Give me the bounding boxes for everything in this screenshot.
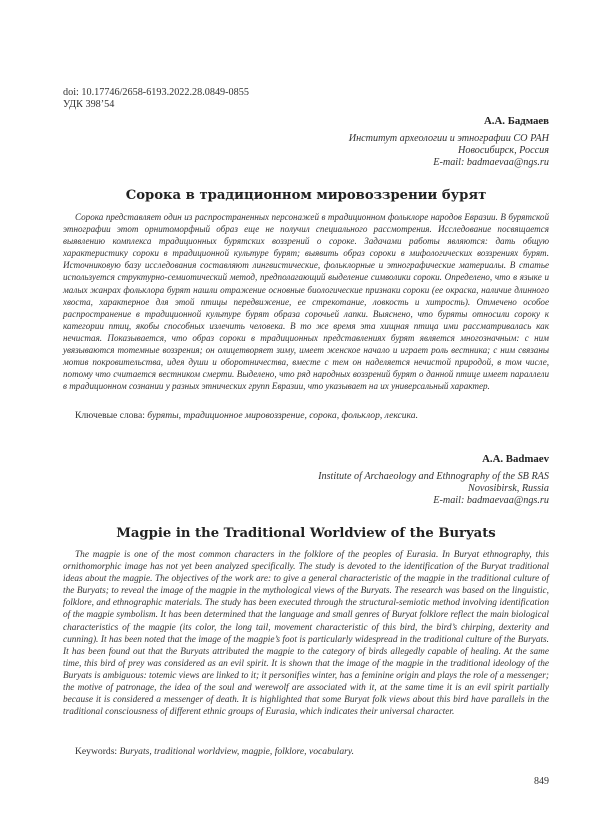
keywords-ru (75, 410, 418, 421)
doi: doi: 10.17746/2658-6193.2022.28.0849-0855 (63, 87, 249, 98)
author-email-ru: E-mail: badmaevaa@ngs.ru (433, 157, 549, 168)
keywords-label-en: Keywords: (75, 746, 118, 757)
abstract-en: The magpie is one of the most common characters in the folklore of the peoples of Eurasia. In Buryat ethnography, this ornithomorphic image has not yet been analyzed specifically. The study is devoted to the identification of the Buryat traditional ideas about the magpie. The objectives of the work are: to give a general characteristic of the magpie in the traditional culture of the Buryats; to reveal the image of the magpie in the mythological views of the Buryats. The research was based on the linguistic, folklore, and ethnographic materials. The study has been executed through the structural-semiotic method involving identification of the magpie symbolism. It has been determined that the language and small genres of Buryat folklore reflect the main biological characteristics of the magpie (its color, the long tail, movement characteristic of this bird, the bird’s chirping, dexterity and cunning). It has been noted that the image of the magpie’s foot is particularly widespread in the traditional culture of the Buryats. It has been found out that the Buryats attributed the magpie to the category of birds allegedly capable of healing. At the same time, this bird of prey was considered as an evil spirit. It is shown that the image of the magpie in the traditional ideology of the Buryats is ambiguous: totemic views are linked to it; it personifies winter, has a feminine origin and plays the role of a messenger; the motive of patronage, the idea of the soul and werewolf are associated with it, at the same time it is an evil spirit partially because it is considered a messenger of death. It is highlighted that some Buryat folk views about this bird have parallels in the traditional consciousness of different ethnic groups of Eurasia, which indicates their universal character. (63, 550, 549, 718)
author-city-ru: Новосибирск, Россия (458, 145, 549, 156)
page-number: 849 (534, 776, 549, 787)
keywords-list-ru: буряты, традиционное мировоззрение, сорока, фольклор, лексика. (147, 410, 418, 421)
keywords-en (75, 746, 354, 757)
author-email-en: E-mail: badmaevaa@ngs.ru (433, 495, 549, 506)
article-title-ru: Сорока в традиционном мировоззрении бурят (125, 188, 487, 203)
article-metadata (63, 87, 249, 111)
article-title-en: Magpie in the Traditional Worldview of the Buryats (116, 526, 496, 541)
author-institute-ru: Институт археологии и этнографии СО РАН (348, 133, 549, 144)
author-city-en: Novosibirsk, Russia (468, 483, 549, 494)
author-name-en: A.A. Badmaev (482, 453, 549, 465)
author-block-en (63, 453, 549, 507)
author-name-ru: А.А. Бадмаев (484, 115, 549, 127)
author-block-ru (63, 115, 549, 169)
keywords-list-en: Buryats, traditional worldview, magpie, folklore, vocabulary. (119, 746, 355, 757)
abstract-ru: Сорока представляет один из распространенных персонажей в традиционном фольклоре народов Евразии. В бурятской этнографии этот орнитоморфный образ еще не получил специального рассмотрения. Исследование посвящается выявлению комплекса традиционных бурятских воззрений о сороке. Задачами работы являются: дать общую характеристику сороки в традиционной культуре бурят; выявить образ сороки в мифологических воззрениях бурят. Источниковую базу исследования составляют лингвистические, фольклорные и этнографические материалы. В статье используется структурно-семиотический метод, предполагающий выделение символики сороки. Определено, что в языке и малых жанрах фольклора бурят нашли отражение основные биологические признаки сороки (ее окраска, наличие длинного хвоста, характерное для этой птицы передвижение, ее стрекотание, ловкость и хитрость). Отмечено особое распространение в традиционной культуре бурят образа сорочьей лапки. Выяснено, что буряты относили сороку к категории птиц, якобы способных излечить человека. В то же время эта хищная птица ими рассматривалась как нечистая. Показывается, что образ сороки в традиционных представлениях бурят является многозначным: с ним увязываются тотемные воззрения; он олицетворяет зиму, имеет женское начало и играет роль вестника; с ним связаны мотив покровительства, идея души и оборотничества, вместе с тем он наделяется нечистой природой, в том числе, потому что считается вестником смерти. Выделено, что ряд народных воззрений бурят о данной птице имеет параллели в традиционном сознании у разных этнических групп Евразии, что указывает на их универсальный характер. (63, 212, 549, 392)
author-institute-en: Institute of Archaeology and Ethnography of the SB RAS (318, 471, 549, 482)
keywords-label-ru: Ключевые слова: (75, 410, 145, 421)
udk-code: УДК 398’54 (63, 99, 115, 110)
